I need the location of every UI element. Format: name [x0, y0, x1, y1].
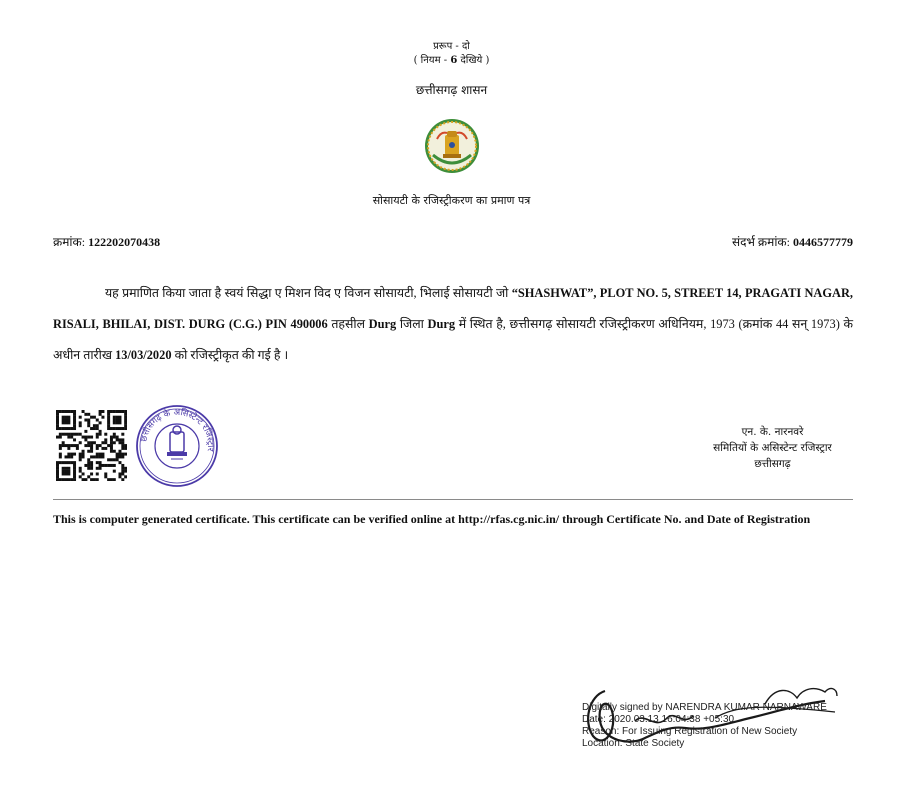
rule-reference: ( नियम - 6 देखिये ): [413, 55, 490, 66]
certificate-title: सोसायटी के रजिस्ट्रीकरण का प्रमाण पत्र: [372, 194, 531, 207]
qr-code-icon: [56, 410, 127, 481]
registrar-designation: समितियों के असिस्टेन्ट रजिस्ट्रार: [713, 442, 832, 454]
serial-number: क्रमांक: 122202070438: [53, 235, 161, 249]
digital-signature-info: [582, 702, 827, 750]
registrar-name: एन. के. नारनवरे: [741, 426, 804, 438]
verification-note: This is computer generated certificate. This certificate can be verified online at http://rfas.cg.nic.in/ through Certificate No. and Date of Registration: [53, 512, 811, 526]
certificate-body: यह प्रमाणित किया जाता है स्वयं सिद्धा ए मिशन विद ए विजन सोसायटी, भिलाई सोसायटी जो “SHASHWAT”, PLOT NO. 5, STREET 14, PRAGATI NAGAR, RISALI, BHILAI, DIST. DURG (C.G.) PIN 490006 तहसील Durg जिला Durg में स्थित है, छत्तीसगढ़ सोसायटी रजिस्ट्रीकरण अधिनियम, 1973 (क्रमांक 44 सन् 1973) के अधीन तारीख 13/03/2020 को रजिस्ट्रीकृत की गई है ।: [53, 286, 853, 362]
reference-number: संदर्भ क्रमांक: 0446577779: [732, 235, 853, 249]
divider: [53, 499, 853, 500]
seal-ring-text: छत्तीसगढ़ के असिस्टेन्ट रजिस्ट्रार: [139, 407, 216, 452]
signature-reason: Reason: For Issuing Registration of New Society: [582, 726, 798, 737]
form-label: प्ररूप - दो: [433, 41, 470, 52]
signature-location: Location: State Society: [582, 738, 685, 749]
registrar-block: [690, 424, 855, 472]
registrar-seal-stamp: [135, 404, 219, 488]
svg-text:छत्तीसगढ़ के असिस्टेन्ट रजिस्ट: [139, 407, 215, 452]
government-heading: छत्तीसगढ़ शासन: [415, 83, 488, 97]
registrar-state: छत्तीसगढ़: [754, 458, 791, 470]
signature-date: Date: 2020.03.13 16:04:38 +05:30: [582, 714, 735, 725]
signature-signer: Digitally signed by NARENDRA KUMAR NARNAWARE: [582, 702, 827, 713]
chhattisgarh-emblem-logo: [423, 117, 481, 175]
